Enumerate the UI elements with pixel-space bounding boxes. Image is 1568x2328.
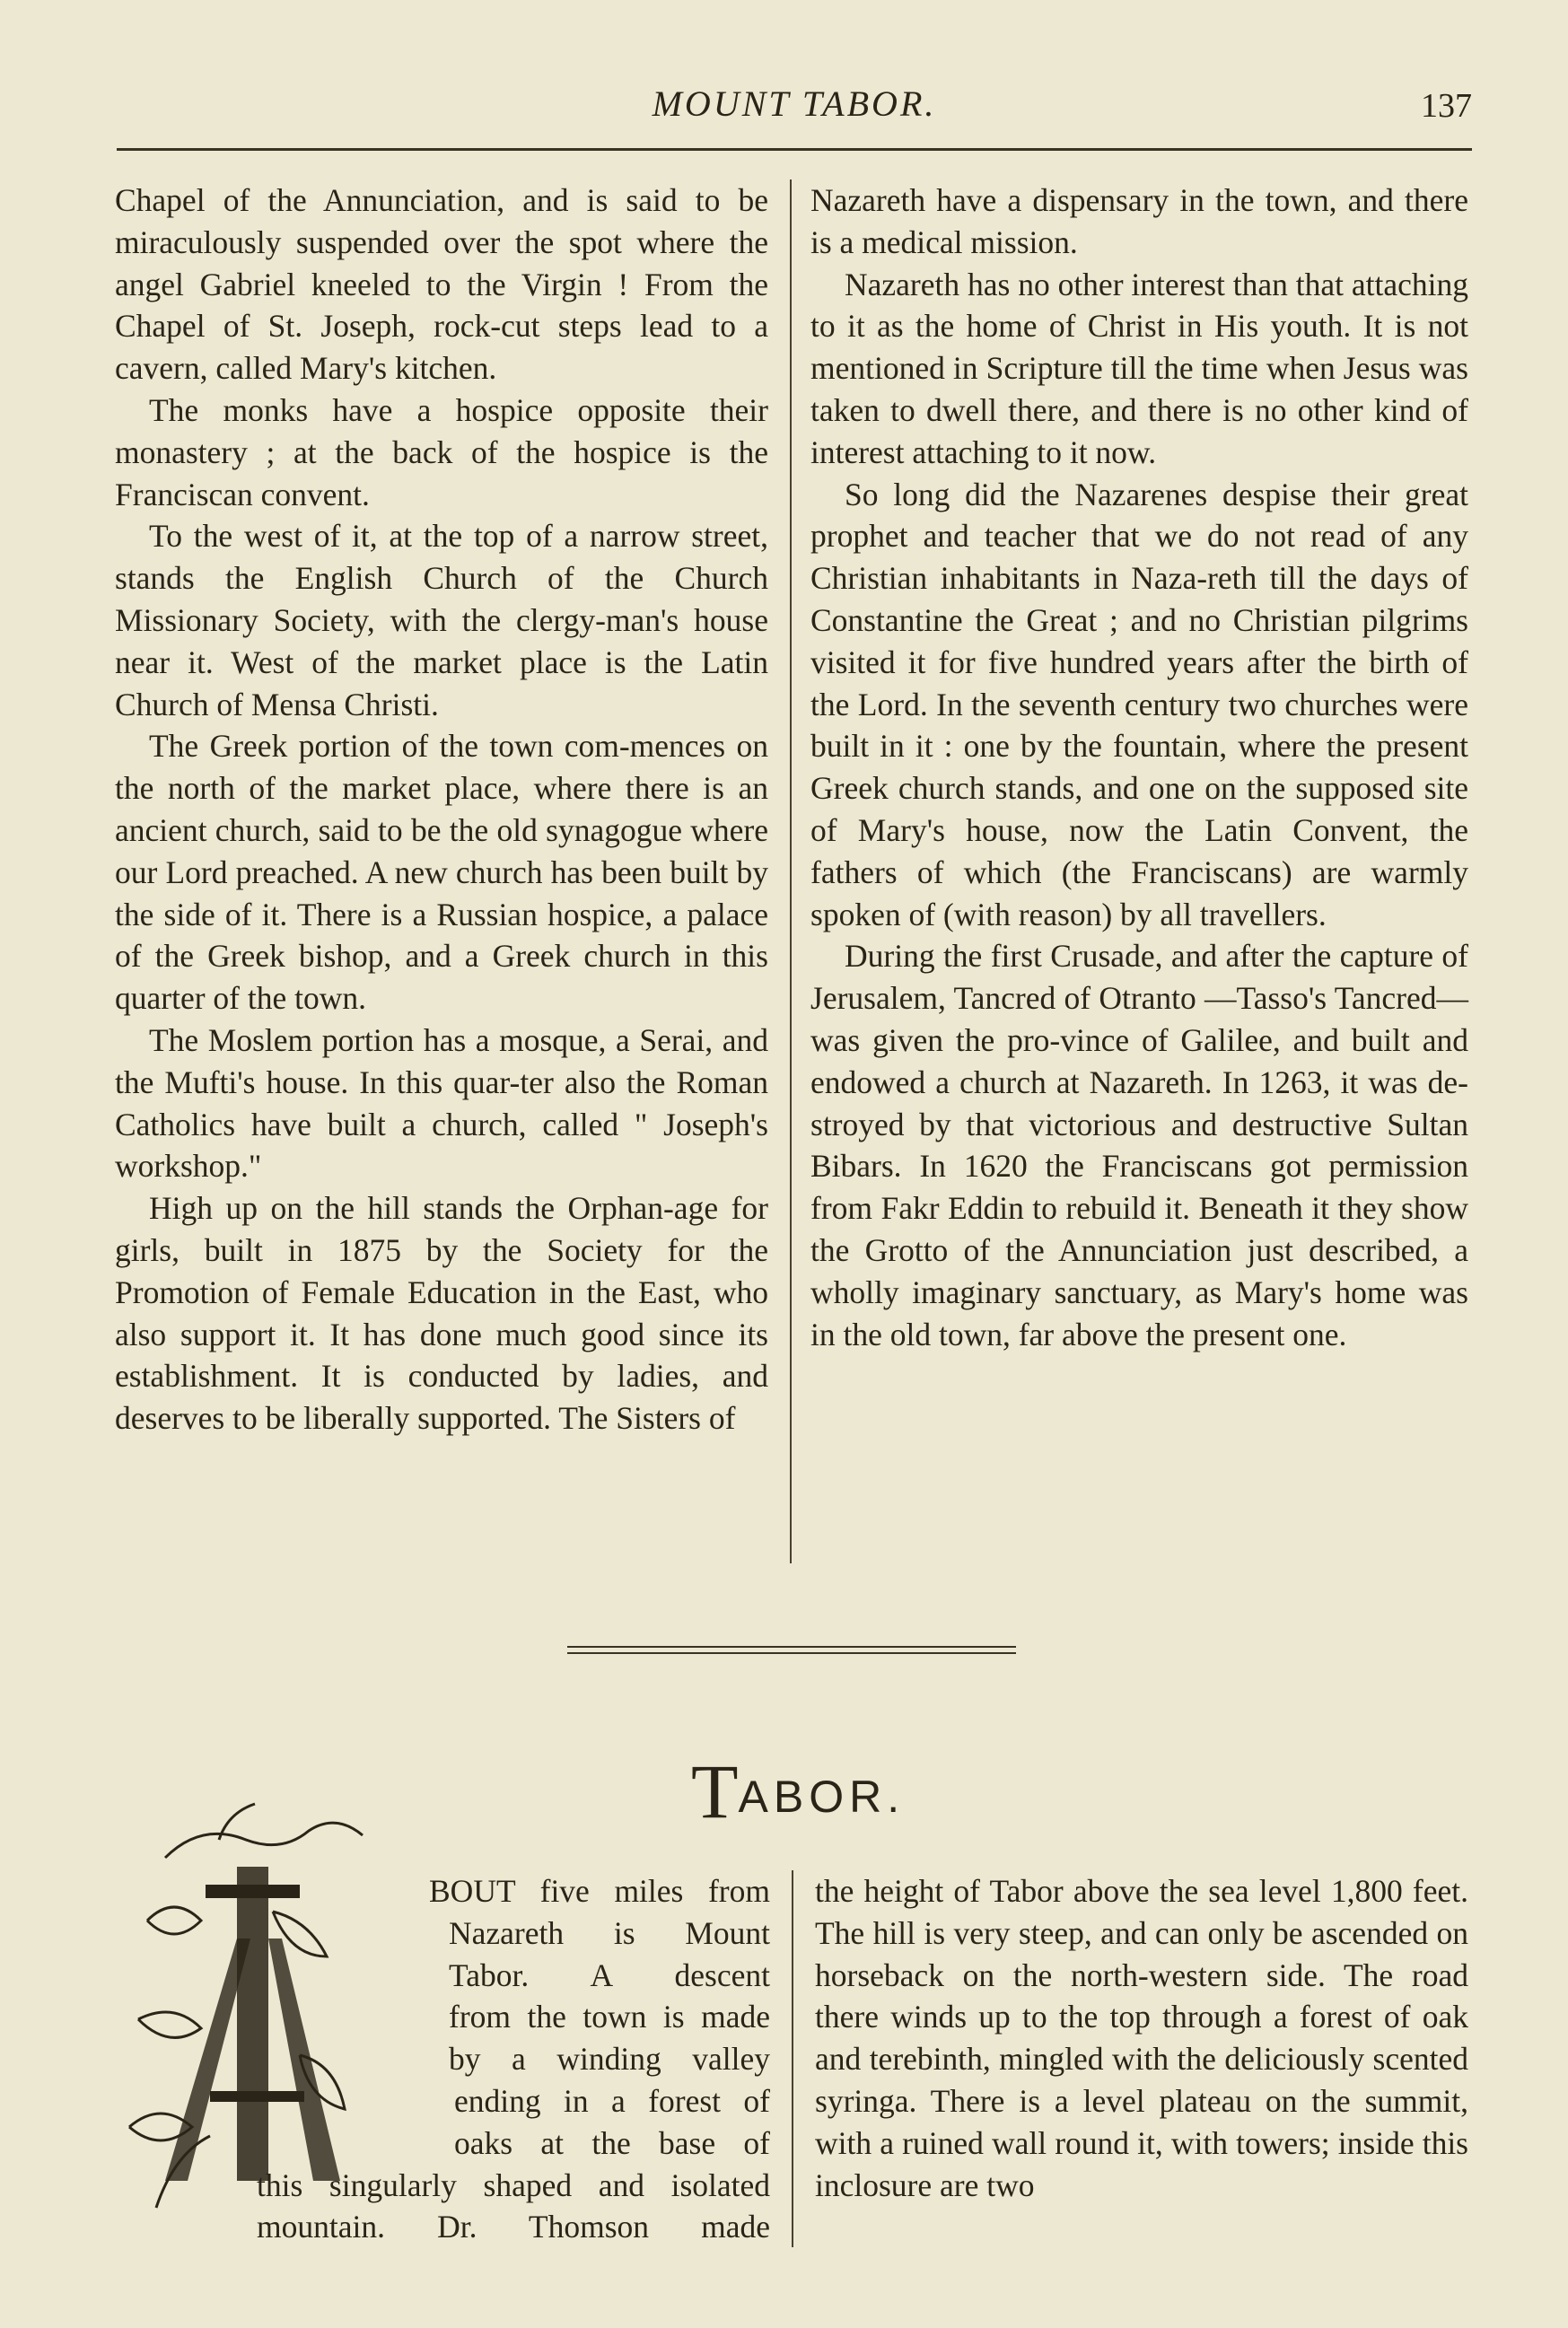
paragraph: So long did the Nazarenes despise their great prophet and teacher that we do not read of any Christian inhabitants in Naza-reth till the days of Constantine the Great ; and no Christian pilgrims visited it for five hundred years after the birth of the Lord. In the seventh century two churches were built in it : one by the fountain, where the present Greek church stands, and one on the supposed site of Mary's house, now the Latin Convent, the fathers of which (the Franciscans) are warmly spoken of (with reason) by all travellers.: [810, 476, 1468, 932]
section-title-initial: T: [691, 1748, 739, 1834]
paragraph: High up on the hill stands the Orphan-age for girls, built in 1875 by the Society for the Promotion of Female Education in the East, who also support it. It has done much good since its establishment. It is conducted by ladies, and deserves to be liberally supported. The Sisters of: [115, 1190, 768, 1437]
paragraph: the height of Tabor above the sea level 1,800 feet. The hill is very steep, and can only be ascended on horseback on the north-western side. The road there winds up to the top through a forest of oak and terebinth, mingled with the deliciously scented syringa. There is a level plateau on the summit, with a ruined wall round it, with towers; inside this inclosure are two: [815, 1873, 1468, 2203]
paragraph: During the first Crusade, and after the capture of Jerusalem, Tancred of Otranto —Tasso's Tancred—was given the pro-vince of Galilee, and built and endowed a church at Nazareth. In 1263, it was de-stroyed by that victorious and destructive Sultan Bibars. In 1620 the Franciscans got permission from Fakr Eddin to rebuild it. Beneath it they show the Grotto of the Annunciation just described, a wholly imaginary sanctuary, as Mary's home was in the old town, far above the present one.: [810, 938, 1468, 1352]
right-column-top: [810, 179, 1468, 1355]
text-line: ending in a forest of: [454, 2082, 770, 2119]
text-line: by a winding valley: [449, 2041, 770, 2078]
paragraph: Nazareth has no other interest than that attaching to it as the home of Christ in His youth. It is not mentioned in Scripture till the time when Jesus was taken to dwell there, and there is no other kind of interest attaching to it now.: [810, 266, 1468, 470]
header-rule: [117, 148, 1472, 151]
right-column-bottom: [815, 1870, 1468, 2206]
paragraph: Nazareth have a dispensary in the town, and there is a medical mission.: [810, 182, 1468, 260]
section-separator: [567, 1646, 1016, 1658]
section-title: [691, 1741, 906, 1834]
running-title: MOUNT TABOR.: [652, 83, 937, 124]
text-line: oaks at the base of: [454, 2124, 770, 2161]
paragraph: The Moslem portion has a mosque, a Serai, and the Mufti's house. In this quar-ter also the Roman Catholics have built a church, called " Joseph's workshop.": [115, 1021, 768, 1185]
left-column-top: [115, 179, 768, 1440]
column-divider: [792, 1870, 793, 2247]
page-header: [117, 83, 1472, 136]
section-title-rest: ABOR.: [738, 1772, 906, 1822]
paragraph: The Greek portion of the town com-mences on the north of the market place, where there is an ancient church, said to be the old synagogue where our Lord preached. A new church has been built by the side of it. There is a Russian hospice, a palace of the Greek bishop, and a Greek church in this quarter of the town.: [115, 728, 768, 1017]
text-line: from the town is made: [449, 1999, 770, 2035]
left-column-bottom: [117, 1870, 770, 2248]
text-line: Tabor. A descent: [449, 1956, 770, 1993]
paragraph: Chapel of the Annunciation, and is said to be miraculously suspended over the spot where the angel Gabriel kneeled to the Virgin ! From the Chapel of St. Joseph, rock-cut steps lead to a cavern, called Mary's kitchen.: [115, 182, 768, 387]
text-line: BOUT five miles from: [429, 1873, 770, 1909]
column-divider: [790, 179, 792, 1563]
text-line: mountain. Dr. Thomson made: [257, 2209, 770, 2245]
paragraph: To the west of it, at the top of a narrow street, stands the English Church of the Church Missionary Society, with the clergy-man's house near it. West of the market place is the Latin Church of Mensa Christi.: [115, 518, 768, 722]
paragraph: The monks have a hospice opposite their monastery ; at the back of the hospice is the Franciscan convent.: [115, 391, 768, 512]
text-line: Nazareth is Mount: [449, 1914, 770, 1951]
text-line: this singularly shaped and isolated: [257, 2166, 770, 2203]
page-number: 137: [1421, 87, 1472, 125]
